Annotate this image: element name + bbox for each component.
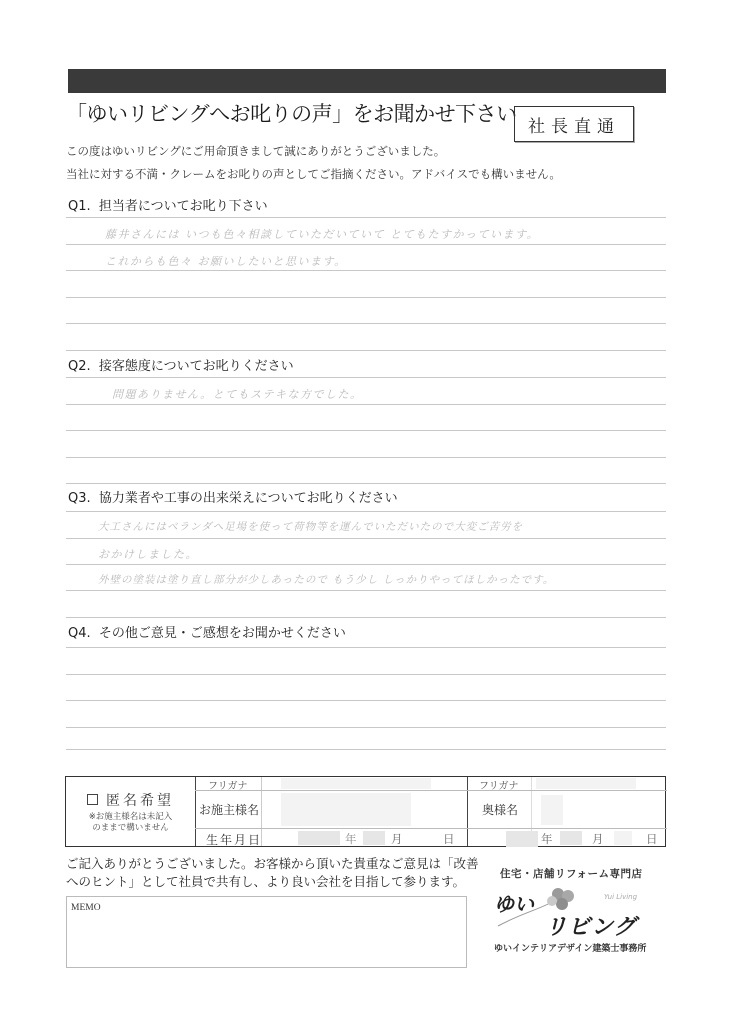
question-1-heading xyxy=(68,195,268,214)
question-label: Q3. xyxy=(68,491,91,506)
answer-line xyxy=(66,511,666,512)
answer-line xyxy=(66,590,666,591)
logo-script: Yui Living xyxy=(604,893,638,901)
logo-tagline: 住宅・店舗リフォーム専門店 xyxy=(500,868,643,880)
answer-3-line-3[interactable]: 外壁の塗装は塗り直し部分が少しあったので もう少し しっかりやってほしかったです。 xyxy=(98,574,555,586)
spouse-name-label: 奥様名 xyxy=(482,803,519,817)
spouse-name-field[interactable] xyxy=(541,795,563,825)
answer-line xyxy=(66,323,666,324)
question-text: 担当者についてお叱り下さい xyxy=(98,199,268,214)
logo-name-part1: ゆい xyxy=(494,892,534,916)
intro-text-1: この度はゆいリビングにご用命頂きまして誠にありがとうございました。 xyxy=(66,144,446,158)
owner-furigana-field[interactable] xyxy=(281,778,431,789)
spouse-furigana-label: フリガナ xyxy=(479,781,519,792)
answer-3-line-1[interactable]: 大工さんにはベランダへ足場を使って荷物等を運んでいただいたので大変ご苦労を xyxy=(98,521,524,533)
owner-name-label: お施主様名 xyxy=(199,803,260,817)
spouse-birth-month-field[interactable] xyxy=(560,831,582,845)
answer-line xyxy=(66,727,666,728)
logo-company: ゆいインテリアデザイン建築士事務所 xyxy=(494,944,647,954)
anonymous-section xyxy=(66,777,195,846)
answer-line xyxy=(66,749,666,750)
page-title: 「ゆいリビングへお叱りの声」をお聞かせ下さい xyxy=(66,102,517,126)
question-text: 協力業者や工事の出来栄えについてお叱りください xyxy=(98,491,398,506)
question-label: Q1. xyxy=(68,199,91,214)
answer-line xyxy=(66,217,666,218)
answer-line xyxy=(66,674,666,675)
question-label: Q4. xyxy=(68,626,91,641)
answer-line xyxy=(66,270,666,271)
divider xyxy=(195,777,196,846)
divider xyxy=(467,828,667,829)
answer-line xyxy=(66,483,666,484)
month-unit: 月 xyxy=(391,832,403,846)
answer-line xyxy=(66,350,666,351)
year-unit: 年 xyxy=(345,832,357,846)
memo-label: MEMO xyxy=(71,903,101,913)
day-unit: 日 xyxy=(443,832,455,846)
memo-field[interactable] xyxy=(66,896,467,968)
answer-line xyxy=(66,430,666,431)
question-text: その他ご意見・ご感想をお聞かせください xyxy=(98,626,346,641)
answer-line xyxy=(66,617,666,618)
answer-2-line-1[interactable]: 問題ありません。とてもステキな方でした。 xyxy=(112,388,363,401)
question-4-heading xyxy=(68,622,346,641)
header-bar xyxy=(68,69,666,93)
divider xyxy=(467,777,468,846)
day-unit: 日 xyxy=(646,832,658,846)
spouse-birth-year-field[interactable] xyxy=(506,831,538,847)
question-2-heading xyxy=(68,355,294,374)
spouse-birth-day-field[interactable] xyxy=(614,831,632,845)
question-text: 接客態度についてお叱りください xyxy=(98,359,294,374)
thanks-text-2: へのヒント」として社員で共有し、より良い会社を目指して参ります。 xyxy=(66,874,466,889)
anonymous-label: 匿名希望 xyxy=(106,792,174,809)
answer-line xyxy=(66,244,666,245)
birthdate-label: 生年月日 xyxy=(206,833,263,847)
owner-name-field[interactable] xyxy=(281,793,411,826)
divider xyxy=(195,828,467,829)
birth-year-field[interactable] xyxy=(298,831,340,845)
answer-1-line-1[interactable]: 藤井さんには いつも色々相談していただいていて とてもたすかっています。 xyxy=(105,228,540,241)
intro-text-2: 当社に対する不満・クレームをお叱りの声としてご指摘ください。アドバイスでも構いません。 xyxy=(66,167,561,181)
anonymous-note: ※お施主様名は未記入 のままで構いません xyxy=(88,811,173,833)
anonymous-checkbox[interactable] xyxy=(87,794,98,805)
answer-line xyxy=(66,404,666,405)
answer-line xyxy=(66,700,666,701)
thanks-text-1: ご記入ありがとうございました。お客様から頂いた貴重なご意見は「改善 xyxy=(66,856,479,871)
answer-line xyxy=(66,457,666,458)
president-direct-badge: 社長直通 xyxy=(514,106,634,142)
answer-3-line-2[interactable]: おかけしました。 xyxy=(98,548,198,561)
spouse-furigana-field[interactable] xyxy=(536,778,636,789)
answer-line xyxy=(66,564,666,565)
answer-1-line-2[interactable]: これからも色々 お願いしたいと思います。 xyxy=(105,255,347,268)
birth-month-field[interactable] xyxy=(363,831,385,845)
answer-line xyxy=(66,377,666,378)
answer-line xyxy=(66,538,666,539)
question-label: Q2. xyxy=(68,359,91,374)
month-unit: 月 xyxy=(592,832,604,846)
logo-name-part2: リビング xyxy=(545,915,637,940)
year-unit: 年 xyxy=(541,832,553,846)
question-3-heading xyxy=(68,487,398,506)
owner-furigana-label: フリガナ xyxy=(208,781,248,792)
answer-line xyxy=(66,647,666,648)
customer-info-table xyxy=(65,776,666,847)
answer-line xyxy=(66,297,666,298)
